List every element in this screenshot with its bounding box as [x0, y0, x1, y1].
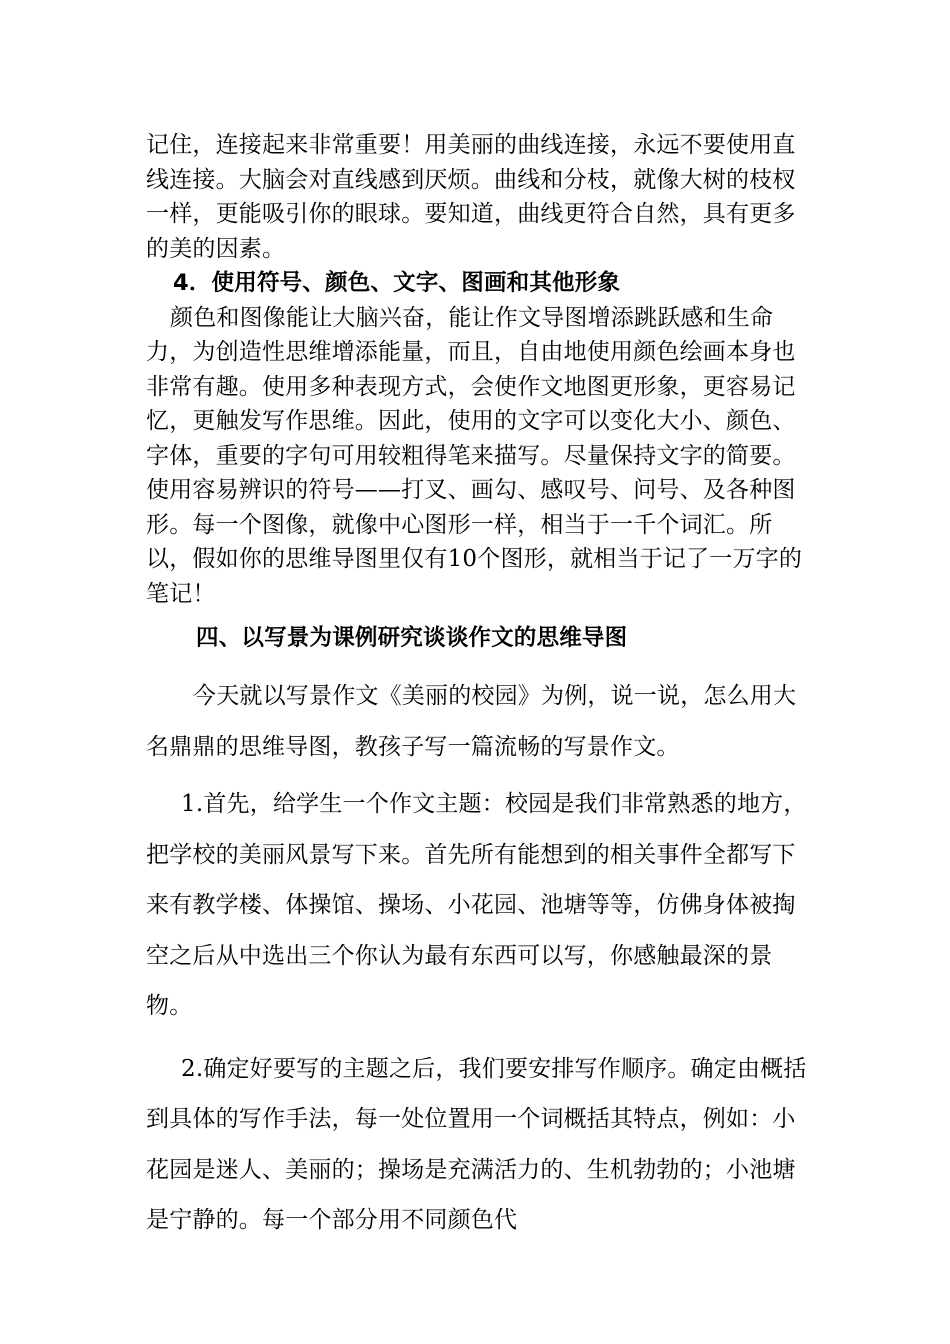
subheading-symbols-colors: 4．使用符号、颜色、文字、图画和其他形象: [173, 270, 621, 296]
paragraph-step-two: 2.确定好要写的主题之后，我们要安排写作顺序。确定由概括到具体的写作手法，每一处位置用一个词概括其特点，例如：小花园是迷人、美丽的；操场是充满活力的、生机勃勃的；小池塘是宁静的。每一个部分用不同颜色代: [146, 1055, 807, 1233]
section-heading-four: 四、以写景为课例研究谈谈作文的思维导图: [196, 625, 628, 651]
paragraph-colors-images: 颜色和图像能让大脑兴奋，能让作文导图增添跳跃感和生命力，为创造性思维增添能量，而且，自由地使用颜色绘画本身也非常有趣。使用多种表现方式，会使作文地图更形象，更容易记忆，更触发写作思维。因此，使用的文字可以变化大小、颜色、字体，重要的字句可用较粗得笔来描写。尽量保持文字的简要。使用容易辨识的符号——打叉、画勾、感叹号、问号、及各种图形。每一个图像，就像中心图形一样，相当于一千个词汇。所以，假如你的思维导图里仅有10个图形，就相当于记了一万字的笔记！: [146, 304, 803, 607]
document-page: [146, 128, 811, 1246]
paragraph-curves: 记住，连接起来非常重要！用美丽的曲线连接，永远不要使用直线连接。大脑会对直线感到厌烦。曲线和分枝，就像大树的枝杈一样，更能吸引你的眼球。要知道，曲线更符合自然，具有更多的美的因素。: [146, 132, 796, 262]
paragraph-step-one: 1.首先，给学生一个作文主题：校园是我们非常熟悉的地方，把学校的美丽风景写下来。首先所有能想到的相关事件全都写下来有教学楼、体操馆、操场、小花园、池塘等等，仿佛身体被掏空之后从中选出三个你认为最有东西可以写，你感触最深的景物。: [146, 791, 807, 1019]
paragraph-intro-example: 今天就以写景作文《美丽的校园》为例，说一说，怎么用大名鼎鼎的思维导图，教孩子写一篇流畅的写景作文。: [146, 683, 797, 760]
